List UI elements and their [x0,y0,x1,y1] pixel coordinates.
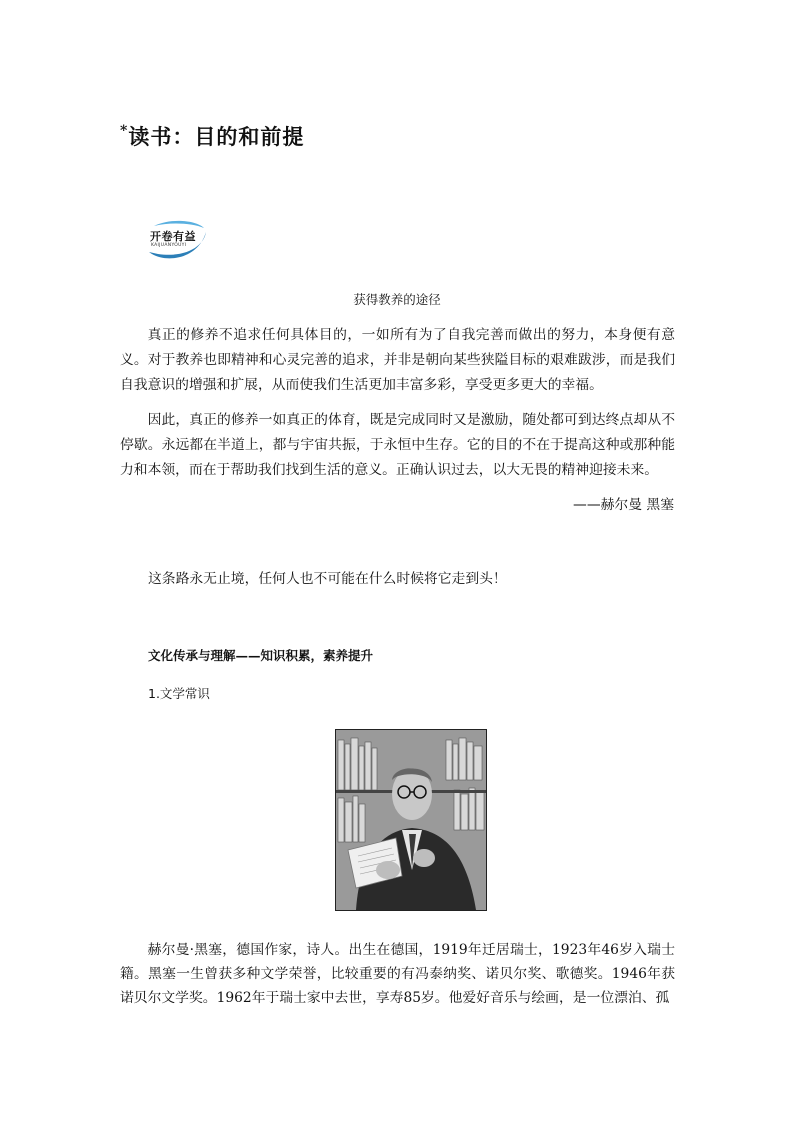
author-portrait [335,729,487,911]
article-author: ——赫尔曼 黑塞 [573,497,674,513]
kaijuan-logo [146,216,210,264]
logo-subtext: KAIJUANYOUYI [151,243,187,248]
page-title [120,121,304,151]
author-biography: 赫尔曼·黑塞，德国作家，诗人。出生在德国，1919年迁居瑞士，1923年46岁入瑞士籍。黑塞一生曾获多种文学荣誉，比较重要的有冯泰纳奖、诺贝尔奖、歌德奖。1946年获诺贝尔文学奖。1962年于瑞士家中去世，享寿85岁。他爱好音乐与绘画，是一位漂泊、孤 [120,942,675,1006]
section-subtitle: 1.文学常识 [148,686,210,701]
title-text: 读书：目的和前提 [128,124,305,149]
article-heading: 获得教养的途径 [353,292,441,307]
article-paragraph-1: 真正的修养不追求任何具体目的，一如所有为了自我完善而做出的努力，本身便有意义。对于教养也即精神和心灵完善的追求，并非是朝向某些狭隘目标的艰难跋涉，而是我们自我意识的增强和扩展，从而使我们生活更加丰富多彩，享受更多更大的幸福。 [120,327,675,393]
logo-text: 开卷有益 [150,230,196,243]
section-title: 文化传承与理解——知识积累，素养提升 [148,648,374,663]
article-paragraph-2: 因此，真正的修养一如真正的体育，既是完成同时又是激励，随处都可到达终点却从不停歇。永远都在半道上，都与宇宙共振，于永恒中生存。它的目的不在于提高这种或那种能力和本领，而在于帮助我们找到生活的意义。正确认识过去，以大无畏的精神迎接未来。 [120,412,675,478]
reading-note: 这条路永无止境，任何人也不可能在什么时候将它走到头！ [148,571,507,587]
portrait-illustration [336,730,486,910]
title-star: * [120,123,129,139]
